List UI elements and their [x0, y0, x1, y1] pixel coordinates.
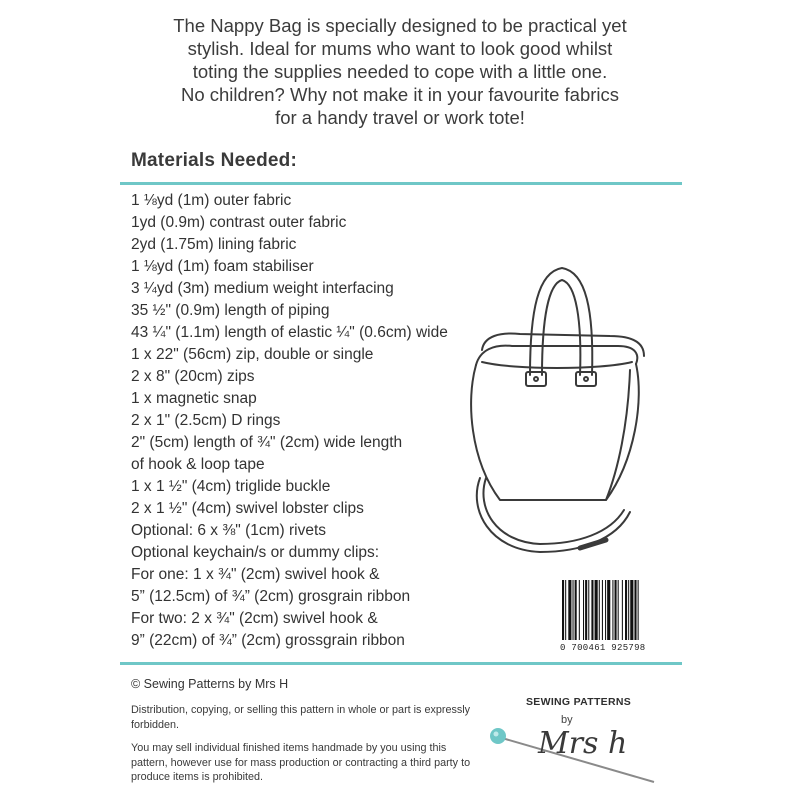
barcode-bar [573, 580, 574, 640]
barcode-bar [579, 580, 580, 640]
barcode-bar [568, 580, 571, 640]
legal-notice-distribution: Distribution, copying, or selling this pattern in whole or part is expressly forbidden. [131, 704, 471, 731]
barcode-bar [612, 580, 613, 640]
intro-line: for a handy travel or work tote! [275, 107, 525, 128]
barcode-bar [625, 580, 627, 640]
barcode-bar [605, 580, 606, 640]
materials-heading: Materials Needed: [131, 150, 298, 171]
intro-text [110, 14, 690, 129]
list-item: 1 ⅛yd (1m) outer fabric [131, 192, 292, 209]
list-item: For one: 1 x ¾" (2cm) swivel hook & [131, 566, 380, 583]
barcode-bar [630, 580, 633, 640]
intro-line: toting the supplies needed to cope with a little one. [192, 61, 608, 82]
list-item: Optional: 6 x ⅜" (1cm) rivets [131, 522, 327, 539]
barcode-bar [562, 580, 564, 640]
list-item: 5” (12.5cm) of ¾” (2cm) grosgrain ribbon [131, 588, 411, 605]
list-item: Optional keychain/s or dummy clips: [131, 544, 380, 561]
list-item: 1yd (0.9m) contrast outer fabric [131, 214, 347, 231]
barcode-bar [588, 580, 589, 640]
list-item: 2 x 1" (2.5cm) D rings [131, 412, 281, 429]
barcode-bar [591, 580, 593, 640]
barcode-bar [634, 580, 636, 640]
barcode-bar [602, 580, 603, 640]
barcode-bar [618, 580, 619, 640]
barcode-number: 0 700461 925798 [560, 643, 646, 653]
list-item: 2 x 8" (20cm) zips [131, 368, 255, 385]
barcode-bar [615, 580, 617, 640]
nappy-bag-illustration [430, 250, 670, 560]
barcode-bar [622, 580, 623, 640]
barcode-bar [595, 580, 598, 640]
list-item: 43 ¼" (1.1m) length of elastic ¼" (0.6cm) wide [131, 324, 448, 341]
list-item: 9” (22cm) of ¾” (2cm) grossgrain ribbon [131, 632, 405, 649]
list-item: 1 ⅛yd (1m) foam stabiliser [131, 258, 314, 275]
logo-title: SEWING PATTERNS [526, 696, 632, 708]
list-item: 1 x 22" (56cm) zip, double or single [131, 346, 374, 363]
list-item: 2" (5cm) length of ¾" (2cm) wide length [131, 434, 403, 451]
list-item: 1 x 1 ½" (4cm) triglide buckle [131, 478, 331, 495]
intro-line: The Nappy Bag is specially designed to be practical yet [173, 15, 627, 36]
divider-top [120, 182, 682, 185]
list-item: 35 ½" (0.9m) length of piping [131, 302, 330, 319]
barcode-icon [560, 580, 670, 642]
barcode-bar [599, 580, 600, 640]
barcode-bar [607, 580, 610, 640]
barcode-bar [565, 580, 566, 640]
logo-by: by [561, 714, 573, 726]
materials-list [131, 190, 448, 652]
legal-notice-usage: You may sell individual finished items handmade by you using this pattern, however use for mass production or contracting a third party to produce items is prohibited. [131, 742, 471, 783]
brand-logo [484, 694, 664, 784]
copyright: © Sewing Patterns by Mrs H [131, 677, 289, 691]
barcode-bar [628, 580, 629, 640]
barcode-bar [575, 580, 577, 640]
logo-name: Mrs h [538, 726, 628, 761]
list-item: 2 x 1 ½" (4cm) swivel lobster clips [131, 500, 364, 517]
list-item: 3 ¼yd (3m) medium weight interfacing [131, 280, 394, 297]
intro-line: No children? Why not make it in your favourite fabrics [180, 84, 620, 105]
list-item: of hook & loop tape [131, 456, 265, 473]
list-item: 1 x magnetic snap [131, 390, 257, 407]
barcode-bar [585, 580, 587, 640]
barcode [560, 580, 670, 655]
list-item: For two: 2 x ¾" (2cm) swivel hook & [131, 610, 378, 627]
list-item: 2yd (1.75m) lining fabric [131, 236, 297, 253]
barcode-bar [583, 580, 584, 640]
barcode-bar [638, 580, 639, 640]
divider-bottom [120, 662, 682, 665]
intro-line: stylish. Ideal for mums who want to look good whilst [187, 38, 613, 59]
